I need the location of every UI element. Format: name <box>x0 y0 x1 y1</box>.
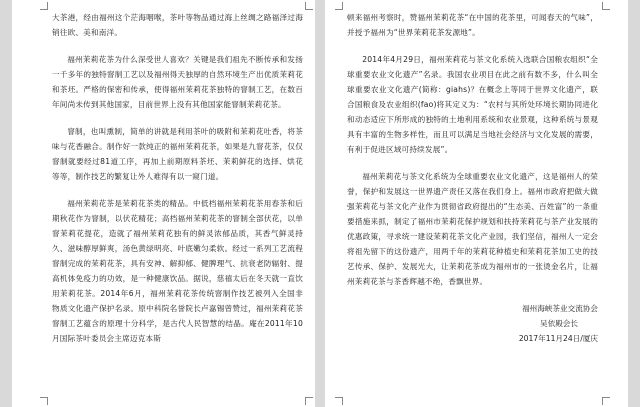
crop-mark <box>40 397 48 405</box>
paragraph: 大茶港，经由福州这个茫海咽喉，茶叶等物品通过海上丝绸之路福泽过海销往欧、美和南洋。 <box>52 13 303 37</box>
crop-mark <box>335 2 343 10</box>
paragraph: 福州茉莉花茶是茉莉花茶类的精品。中低档福州茉莉花茶用春茶和后期秋花作为窨制，以伏花精花；高档福州茉莉花茶的窨制全部伏花，以单窨茉莉花提花，造就了福州茉莉花独有的鲜灵浓郁品质，其香气鲜灵持久、滋味醇厚鲜爽，汤色黄绿明亮、叶底嫩匀柔软。经过一系列工艺流程窨制完成的茉莉花茶，具有安神、解抑郁、健脾理气、抗衰老防辐射、提高机体免疫力的功效，是一种健康饮品。据说，慈禧太后在冬天就一直饮用茉莉花茶。2014年6月，福州茉莉花茶传统窨制作技艺被列入全国非物质文化遗产保护名录。原中科院名誉院长卢嘉锡曾赞过，福州茉莉花茶窨制工艺蕴含的原理十分科学，是古代人民智慧的结晶。庵在2011年10月国际茶叶委员会主席迈克本斯 <box>52 199 303 343</box>
crop-mark <box>335 397 343 405</box>
signature-date: 2017年11月24日/厦庆 <box>518 334 598 343</box>
crop-mark <box>40 2 48 10</box>
crop-mark <box>305 2 313 10</box>
paragraph: 福州茉莉花与茶文化系统为全球重要农业文化遗产，这是福州人的荣誉，保护和发展这一世界遗产责任又落在我们身上。福州市政府把做大做强茉莉花与茶文化产业作为贯彻省政府提出的“生态美、百姓富”的一条重要措施来抓，制定了福州市茉莉花保护规划和扶持茉莉花与茶产业发展的优惠政策，寻求统一建设茉莉花茶文化产业园，我们坚信，福州人一定会将祖先留下的这份遗产，用两千年的茉莉花种植史和茉莉花茶加工史的技艺传承、保护、发展光大，让茉莉花茶成为福州市的一张烫金名片，让福州茉莉花茶与茶香辉越不绝，香飘世界。 <box>347 172 598 286</box>
document-page-right <box>325 0 628 407</box>
paragraph: 顿来福州考察时，赞福州茉莉花茶“在中国的花茶里，可闻春天的气味”，并授予福州为“世界茉莉花茶发源地”。 <box>347 13 598 37</box>
paragraph: 2014年4月29日，福州茉莉花与茶文化系统入选联合国粮农组织“全球重要农业文化遗产”名录。我国农业项目在此之前有数不多，什么叫全球重要农业文化遗产(简称：giahs)？在概念上等同于世界文化遗产，联合国粮食及农业组织(fao)将其定义为：“农村与其所处环境长期协同进化和动态适应下所形成的独特的土地利用系统和农业景观，这种系统与景观具有丰富的生物多样性，而且可以满足当地社会经济与文化发展的需要，有利于促进区域可持续发展”。 <box>347 55 598 154</box>
crop-mark <box>602 397 610 405</box>
document-page-left <box>12 0 315 407</box>
paragraph: 窨制，也叫熏制，简单的讲就是利用茶叶的吸附和茉莉花吐香，将茶味与花香融合。制作好一款纯正的福州茉莉花茶，如果是九窨花茶，仅仅窨制就要经过81道工序，再加上前期原料茶坯、茉莉鲜花的选择、烘花等等，制作技艺的繁复让外人难得有以一窥门道。 <box>52 127 303 181</box>
signature-organization: 福州海峡茶业交流协会 <box>522 304 598 313</box>
crop-mark <box>305 397 313 405</box>
signature-person: 吴依殿会长 <box>540 319 578 328</box>
paragraph: 福州茉莉花茶为什么深受世人喜欢？关键是我们祖先不断传承和发扬一千多年的独特窨制工艺以及福州得天独厚的自然环境生产出优质茉莉花和茶坯。严格的保密和传承，使得福州茉莉花茶独特的窨制工艺，在数百年间尚未传到其他国家，目前世界上没有其他国家能窨制茉莉花茶。 <box>52 55 303 109</box>
crop-mark <box>602 2 610 10</box>
